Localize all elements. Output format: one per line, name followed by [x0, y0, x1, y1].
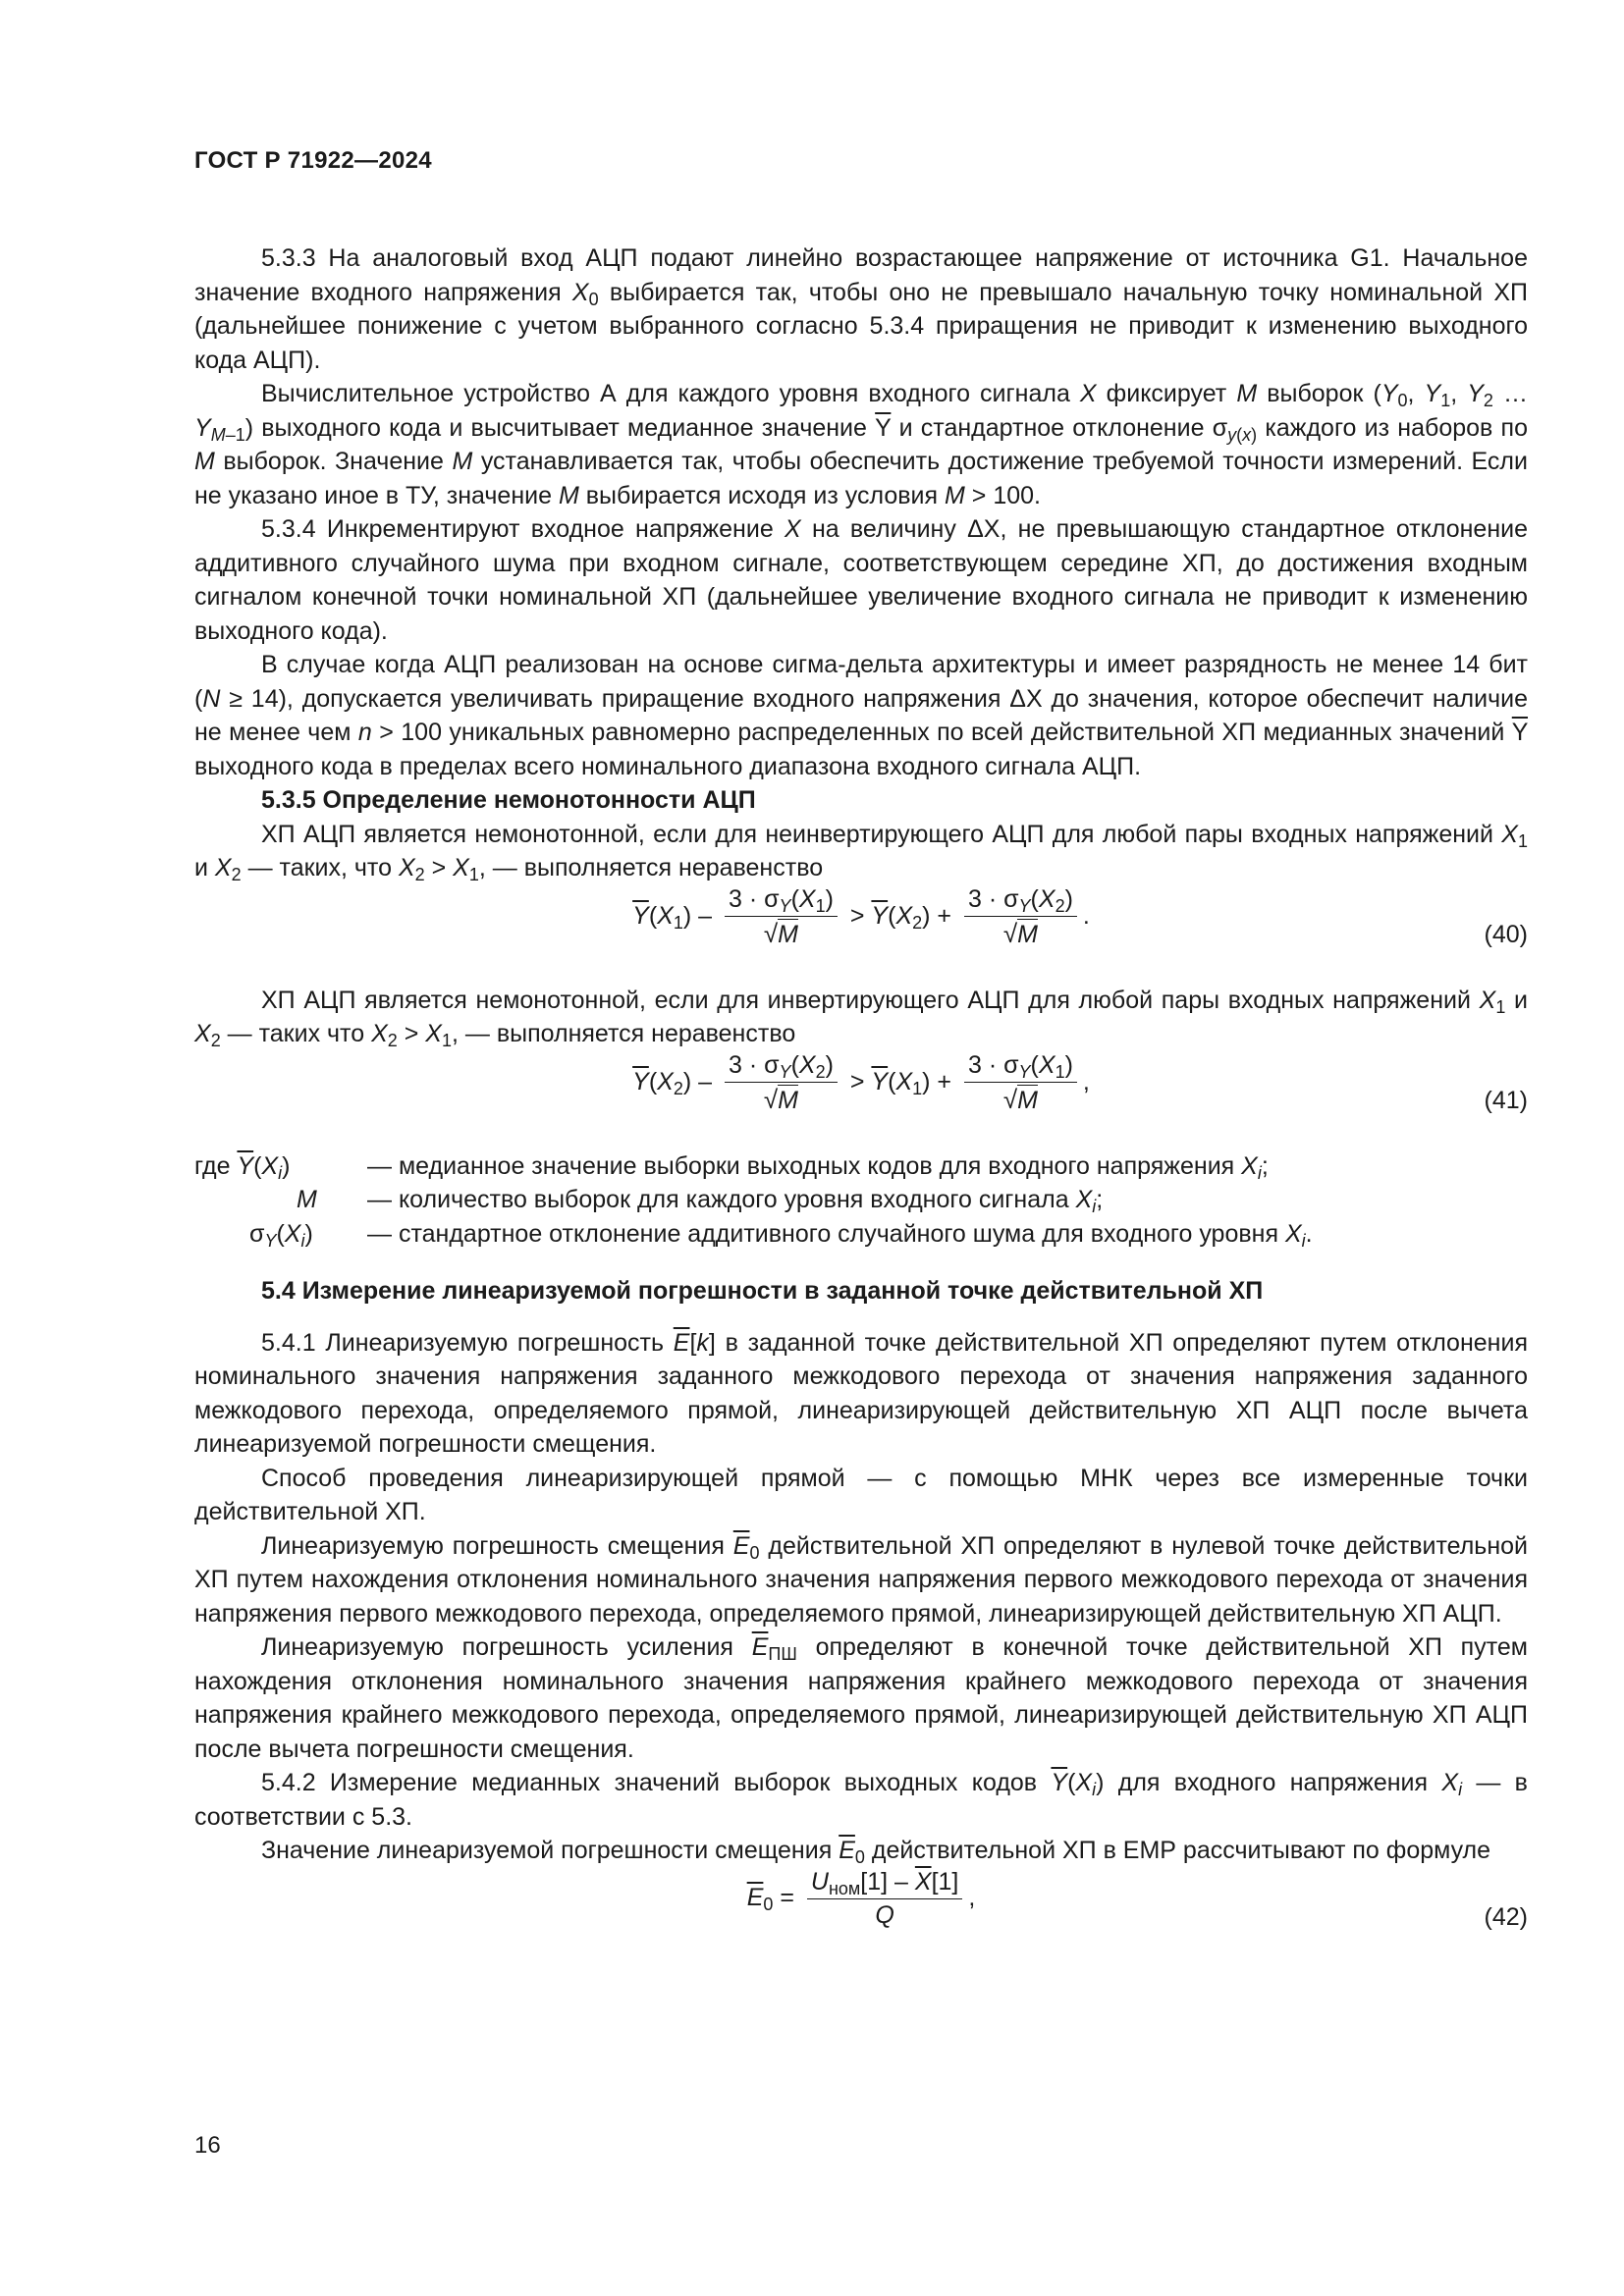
paragraph-inverting: ХП АЦП является немонотонной, если для инвертирующего АЦП для любой пары входных напряжений $X_1$ и $X_2$ — таких что $X_2 > X_1$, — выполняется неравенство: [194, 986, 1528, 1051]
equation-number: (41): [1484, 1086, 1528, 1114]
paragraph-5-4-2: 5.4.2 Измерение медианных значений выборок выходных кодов $\overline{Y}(X_i)$ для входного напряжения $X_i$ — в соответствии с 5.3.: [194, 1769, 1528, 1831]
paragraph-sigma-delta: В случае когда АЦП реализован на основе сигма-дельта архитектуры и имеет разрядность не менее 14 бит (N ≥ 14), допускается увеличивать приращение входного напряжения ΔX до значения, которое обеспечит наличие не менее чем n > 100 уникальных равномерно распределенных по всей действительной ХП медианных значений $\overline{Y}$ выходного кода в пределах всего номинального диапазона входного сигнала АЦП.: [194, 651, 1529, 780]
equation-41-body: $\overline{Y}(X_2)$ – $\frac{3 \cdot \sigma_Y(X_2)}{√M}$ > $\overline{Y}(X_1)$ + $\frac{3 \cdot \sigma_Y(X_1)}{√M}$ ,: [632, 1050, 1090, 1114]
equation-number: (40): [1484, 920, 1528, 948]
equation-40-body: $\overline{Y}(X_1)$ – $\frac{3 \cdot \sigma_Y(X_1)}{√M}$ > $\overline{Y}(X_2)$ + $\frac{3 \cdot \sigma_Y(X_2)}{√M}$ .: [632, 884, 1090, 948]
paragraph-gain-error: Линеаризуемую погрешность усиления $\overline{E}_{ПШ}$ определяют в конечной точке действительной ХП путем нахождения отклонения номинального значения напряжения крайнего межкодового перехода от значения напряжения крайнего межкодового перехода, определяемого прямой, линеаризирующей действительную ХП АЦП после вычета погрешности смещения.: [194, 1633, 1528, 1763]
where-item-m: M — количество выборок для каждого уровня входного сигнала $X_i$;: [297, 1186, 1104, 1217]
paragraph-method: Способ проведения линеаризирующей прямой — с помощью МНК через все измеренные точки действительной ХП.: [194, 1464, 1528, 1525]
section-heading-5-4: 5.4 Измерение линеаризуемой погрешности в заданной точке действительной ХП: [261, 1277, 1264, 1305]
document-page: [194, 147, 1528, 1966]
where-item-sigma: $\sigma_Y(X_i)$ — стандартное отклонение аддитивного случайного шума для входного уровня $X_i$.: [249, 1219, 1313, 1251]
equation-41: [194, 1051, 1528, 1149]
paragraph-5-4-1: 5.4.1 Линеаризуемую погрешность $\overline{E}[k]$ в заданной точке действительной ХП определяют путем отклонения номинального значения напряжения заданного межкодового перехода от значения напряжения заданного межкодового перехода, определяемого прямой, линеаризирующей действительную ХП АЦП после вычета линеаризуемой погрешности смещения.: [194, 1328, 1528, 1458]
section-heading-5-3-5: 5.3.5 Определение немонотонности АЦП: [261, 786, 756, 814]
paragraph-5-3-3: 5.3.3 На аналоговый вход АЦП подают линейно возрастающее напряжение от источника G1. Начальное значение входного напряжения $X_0$ выбирается так, чтобы оно не превышало начальную точку номинальной ХП (дальнейшее понижение с учетом выбранного согласно 5.3.4 приращения не приводит к изменению выходного кода АЦП).: [194, 244, 1529, 374]
paragraph-non-inverting: ХП АЦП является немонотонной, если для неинвертирующего АЦП для любой пары входных напряжений $X_1$ и $X_2$ — таких, что $X_2 > X_1$, — выполняется неравенство: [194, 820, 1528, 885]
equation-number: (42): [1484, 1902, 1528, 1931]
equation-40: [194, 885, 1528, 984]
equation-42-body: $\overline{E}_0$ = $U_{ном}[1] - \overline{X}[1]$ Q ,: [746, 1867, 976, 1929]
paragraph-offset-error: Линеаризуемую погрешность смещения $\overline{E}_0$ действительной ХП определяют в нулевой точке действительной ХП путем нахождения отклонения номинального значения напряжения первого межкодового перехода от значения напряжения первого межкодового перехода, определяемого прямой, линеаризирующей действительную ХП АЦП.: [194, 1531, 1528, 1628]
equation-42: [194, 1868, 1528, 1966]
where-item-median: где $\overline{Y}(X_i)$ — медианное значение выборки выходных кодов для входного напряжения $X_i$;: [194, 1151, 1269, 1183]
paragraph-offset-formula: Значение линеаризуемой погрешности смещения $\overline{E}_0$ действительной ХП в ЕМР рассчитывают по формуле: [261, 1837, 1491, 1868]
paragraph-5-3-4: 5.3.4 Инкрементируют входное напряжение X на величину ΔX, не превышающую стандартное отклонение аддитивного случайного шума при входном сигнале, соответствующем середине ХП, до достижения входным сигналом конечной точки номинальной ХП (дальнейшее увеличение входного сигнала не приводит к изменению выходного кода).: [194, 515, 1528, 645]
paragraph-computing-device: Вычислительное устройство А для каждого уровня входного сигнала X фиксирует M выборок ($Y_0$, $Y_1$, $Y_2$ … $Y_{M-1}$) выходного кода и высчитывает медианное значение $\overline{Y}$ и стандартное отклонение $\sigma_{y(x)}$ каждого из наборов по M выборок. Значение M устанавливается так, чтобы обеспечить достижение требуемой точности измерений. Если не указано иное в ТУ, значение M выбирается исходя из условия M > 100.: [194, 380, 1528, 509]
document-header: ГОСТ Р 71922—2024: [194, 147, 432, 174]
page-number: 16: [194, 2132, 221, 2159]
